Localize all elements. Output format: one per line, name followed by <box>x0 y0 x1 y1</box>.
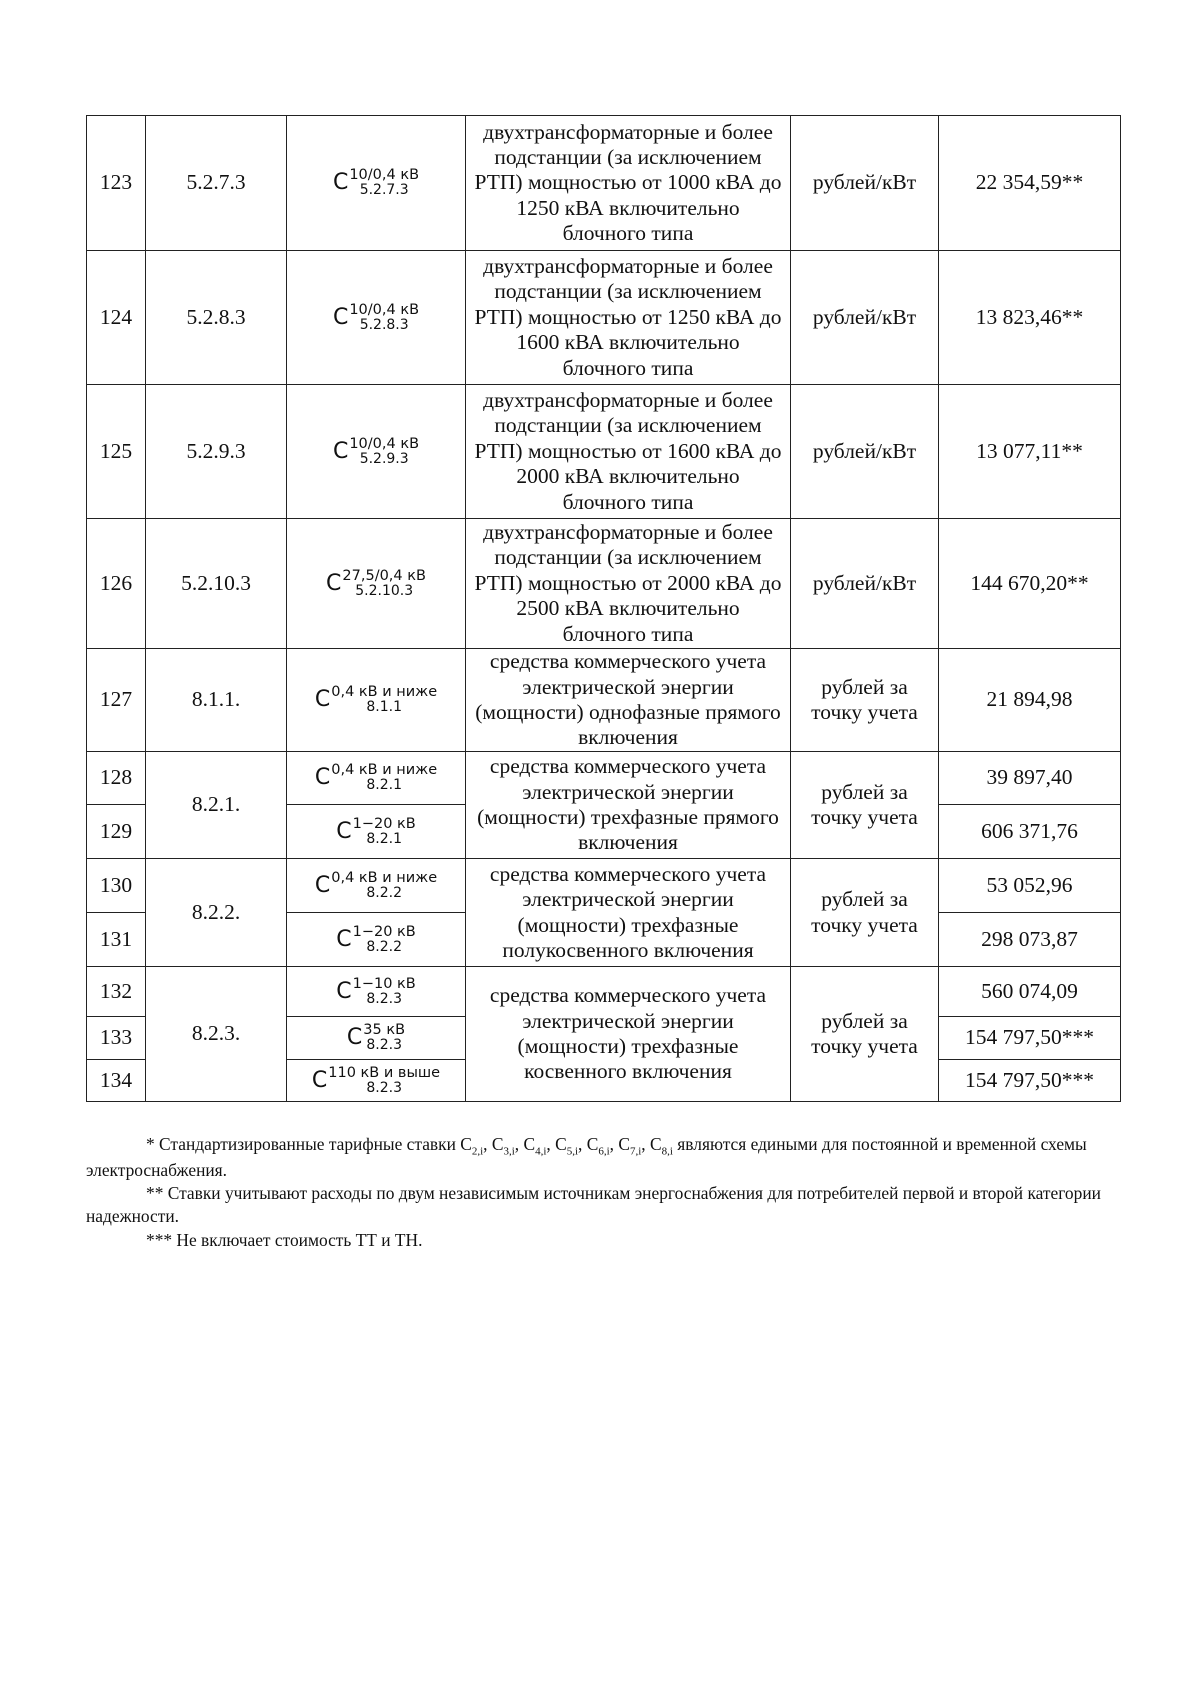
rate-symbol: C 1−20 кВ 8.2.2 <box>287 913 466 967</box>
row-number: 126 <box>87 519 146 649</box>
rate-symbol: C 0,4 кВ и ниже 8.1.1 <box>287 649 466 752</box>
unit-of-measure: рублей за точку учета <box>791 752 939 859</box>
table-row <box>87 251 1121 385</box>
item-code: 5.2.10.3 <box>146 519 287 649</box>
item-description: средства коммерческого учета электрической энергии (мощности) однофазные прямого включения <box>466 649 791 752</box>
table-row <box>87 385 1121 519</box>
table-row <box>87 116 1121 251</box>
rate-value: 560 074,09 <box>939 967 1121 1017</box>
unit-of-measure: рублей/кВт <box>791 519 939 649</box>
item-description: средства коммерческого учета электрической энергии (мощности) трехфазные полукосвенного включения <box>466 859 791 967</box>
item-description: двухтрансформаторные и более подстанции (за исключением РТП) мощностью от 2000 кВА до 2500 кВА включительно блочного типа <box>466 519 791 649</box>
item-code: 8.2.3. <box>146 967 287 1102</box>
row-number: 130 <box>87 859 146 913</box>
rate-value: 154 797,50*** <box>939 1060 1121 1102</box>
row-number: 134 <box>87 1060 146 1102</box>
unit-of-measure: рублей/кВт <box>791 116 939 251</box>
item-code: 8.1.1. <box>146 649 287 752</box>
rate-value: 606 371,76 <box>939 805 1121 859</box>
rate-symbol: C 110 кВ и выше 8.2.3 <box>287 1060 466 1102</box>
rate-value: 21 894,98 <box>939 649 1121 752</box>
row-number: 123 <box>87 116 146 251</box>
tariff-rates-body <box>87 116 1121 1102</box>
unit-of-measure: рублей/кВт <box>791 385 939 519</box>
row-number: 128 <box>87 752 146 805</box>
rate-symbol: C 1−20 кВ 8.2.1 <box>287 805 466 859</box>
rate-symbol: C 35 кВ 8.2.3 <box>287 1017 466 1060</box>
table-row <box>87 752 1121 805</box>
item-code: 8.2.2. <box>146 859 287 967</box>
unit-of-measure: рублей за точку учета <box>791 649 939 752</box>
table-row <box>87 967 1121 1017</box>
row-number: 124 <box>87 251 146 385</box>
footnote-1: * Стандартизированные тарифные ставки $C_{2,i}$, $C_{3,i}$, $C_{4,i}$, $C_{5,i}$, $C_{6,i}$, $C_{7,i}$, $C_{8,i}$ являются едиными для постоянной и временной схемы электроснабжения. <box>86 1134 1087 1181</box>
rate-symbol: C 0,4 кВ и ниже 8.2.2 <box>287 859 466 913</box>
item-code: 8.2.1. <box>146 752 287 859</box>
rate-value: 144 670,20** <box>939 519 1121 649</box>
rate-symbol: C 10/0,4 кВ 5.2.7.3 <box>287 116 466 251</box>
rate-symbol: C 10/0,4 кВ 5.2.9.3 <box>287 385 466 519</box>
unit-of-measure: рублей за точку учета <box>791 967 939 1102</box>
rate-symbol: C 27,5/0,4 кВ 5.2.10.3 <box>287 519 466 649</box>
row-number: 125 <box>87 385 146 519</box>
item-code: 5.2.7.3 <box>146 116 287 251</box>
unit-of-measure: рублей/кВт <box>791 251 939 385</box>
table-row <box>87 859 1121 913</box>
tariff-rates-table <box>86 115 1121 1102</box>
rate-value: 13 077,11** <box>939 385 1121 519</box>
item-code: 5.2.9.3 <box>146 385 287 519</box>
table-row <box>87 649 1121 752</box>
item-description: двухтрансформаторные и более подстанции (за исключением РТП) мощностью от 1250 кВА до 1600 кВА включительно блочного типа <box>466 251 791 385</box>
rate-value: 13 823,46** <box>939 251 1121 385</box>
footnote-2: ** Ставки учитывают расходы по двум независимым источникам энергоснабжения для потребителей первой и второй категории надежности. <box>86 1183 1101 1227</box>
rate-symbol: C 10/0,4 кВ 5.2.8.3 <box>287 251 466 385</box>
rate-symbol: C 1−10 кВ 8.2.3 <box>287 967 466 1017</box>
row-number: 127 <box>87 649 146 752</box>
rate-value: 53 052,96 <box>939 859 1121 913</box>
rate-value: 298 073,87 <box>939 913 1121 967</box>
item-description: двухтрансформаторные и более подстанции (за исключением РТП) мощностью от 1000 кВА до 1250 кВА включительно блочного типа <box>466 116 791 251</box>
row-number: 129 <box>87 805 146 859</box>
row-number: 133 <box>87 1017 146 1060</box>
row-number: 132 <box>87 967 146 1017</box>
item-description: двухтрансформаторные и более подстанции (за исключением РТП) мощностью от 1600 кВА до 2000 кВА включительно блочного типа <box>466 385 791 519</box>
footnote-3: *** Не включает стоимость ТТ и ТН. <box>146 1229 423 1250</box>
item-description: средства коммерческого учета электрической энергии (мощности) трехфазные косвенного включения <box>466 967 791 1102</box>
rate-value: 39 897,40 <box>939 752 1121 805</box>
item-description: средства коммерческого учета электрической энергии (мощности) трехфазные прямого включения <box>466 752 791 859</box>
item-code: 5.2.8.3 <box>146 251 287 385</box>
rate-symbol: C 0,4 кВ и ниже 8.2.1 <box>287 752 466 805</box>
footnotes <box>86 1133 1120 1252</box>
rate-value: 22 354,59** <box>939 116 1121 251</box>
unit-of-measure: рублей за точку учета <box>791 859 939 967</box>
row-number: 131 <box>87 913 146 967</box>
table-row <box>87 519 1121 649</box>
rate-value: 154 797,50*** <box>939 1017 1121 1060</box>
